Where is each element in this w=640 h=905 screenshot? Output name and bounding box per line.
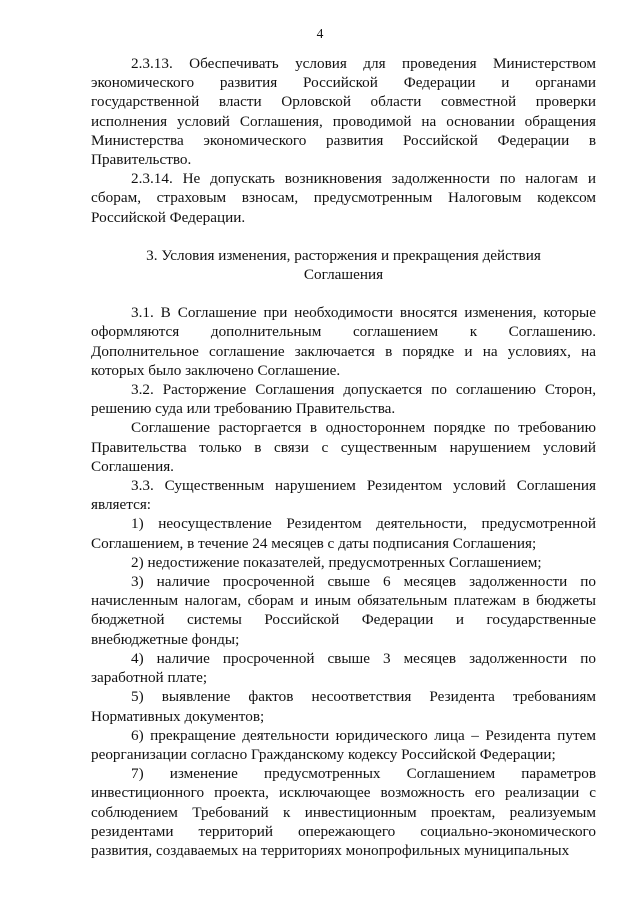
section-title-line-1: 3. Условия изменения, расторжения и прекращения действия	[146, 246, 541, 264]
list-item: 3) наличие просроченной свыше 6 месяцев задолженности по начисленным налогам, сборам и иным обязательным платежам в бюджеты бюджетной системы Российской Федерации и государственные внебюджетные фонды;	[91, 573, 596, 648]
page-number: 4	[316, 26, 324, 41]
paragraph-2-3-13: 2.3.13. Обеспечивать условия для проведения Министерством экономического развития Российской Федерации и органами государственной власти Орловской области совместной проверки исполнения условий Соглашения, проводимой на основании обращения Министерства экономического развития Российской Федерации в Правительство.	[91, 55, 596, 169]
paragraph-3-1: 3.1. В Соглашение при необходимости вносятся изменения, которые оформляются дополнительным соглашением к Соглашению. Дополнительное соглашение заключается в порядке и на условиях, на которых было заключено Соглашение.	[91, 304, 596, 379]
list-item: 6) прекращение деятельности юридического лица – Резидента путем реорганизации согласно Гражданскому кодексу Российской Федерации;	[91, 726, 596, 763]
list-item: 7) изменение предусмотренных Соглашением параметров инвестиционного проекта, исключающее возможность его реализации с соблюдением Требований к инвестиционным проектам, реализуемым резидентами территорий опережающего социально-экономического развития, создаваемых на территориях монопрофильных муниципальных	[91, 765, 596, 859]
paragraph-3-2: 3.2. Расторжение Соглашения допускается по соглашению Сторон, решению суда или требованию Правительства.	[91, 381, 596, 418]
section-title-line-2: Соглашения	[303, 266, 384, 284]
paragraph-termination: Соглашение расторгается в одностороннем порядке по требованию Правительства только в связи с существенным нарушением условий Соглашения.	[91, 419, 596, 475]
list-item: 2) недостижение показателей, предусмотренных Соглашением;	[131, 553, 542, 571]
list-item: 5) выявление фактов несоответствия Резидента требованиям Нормативных документов;	[91, 688, 596, 725]
paragraph-3-3: 3.3. Существенным нарушением Резидентом условий Соглашения является:	[91, 477, 596, 514]
list-item: 4) наличие просроченной свыше 3 месяцев задолженности по заработной плате;	[91, 649, 596, 687]
paragraph-2-3-14: 2.3.14. Не допускать возникновения задолженности по налогам и сборам, страховым взносам, предусмотренным Налоговым кодексом Российской Федерации.	[91, 170, 596, 226]
list-item: 1) неосуществление Резидентом деятельности, предусмотренной Соглашением, в течение 24 месяцев с даты подписания Соглашения;	[91, 515, 596, 552]
document-body	[91, 54, 596, 860]
spacer	[91, 227, 596, 246]
spacer	[91, 284, 596, 303]
